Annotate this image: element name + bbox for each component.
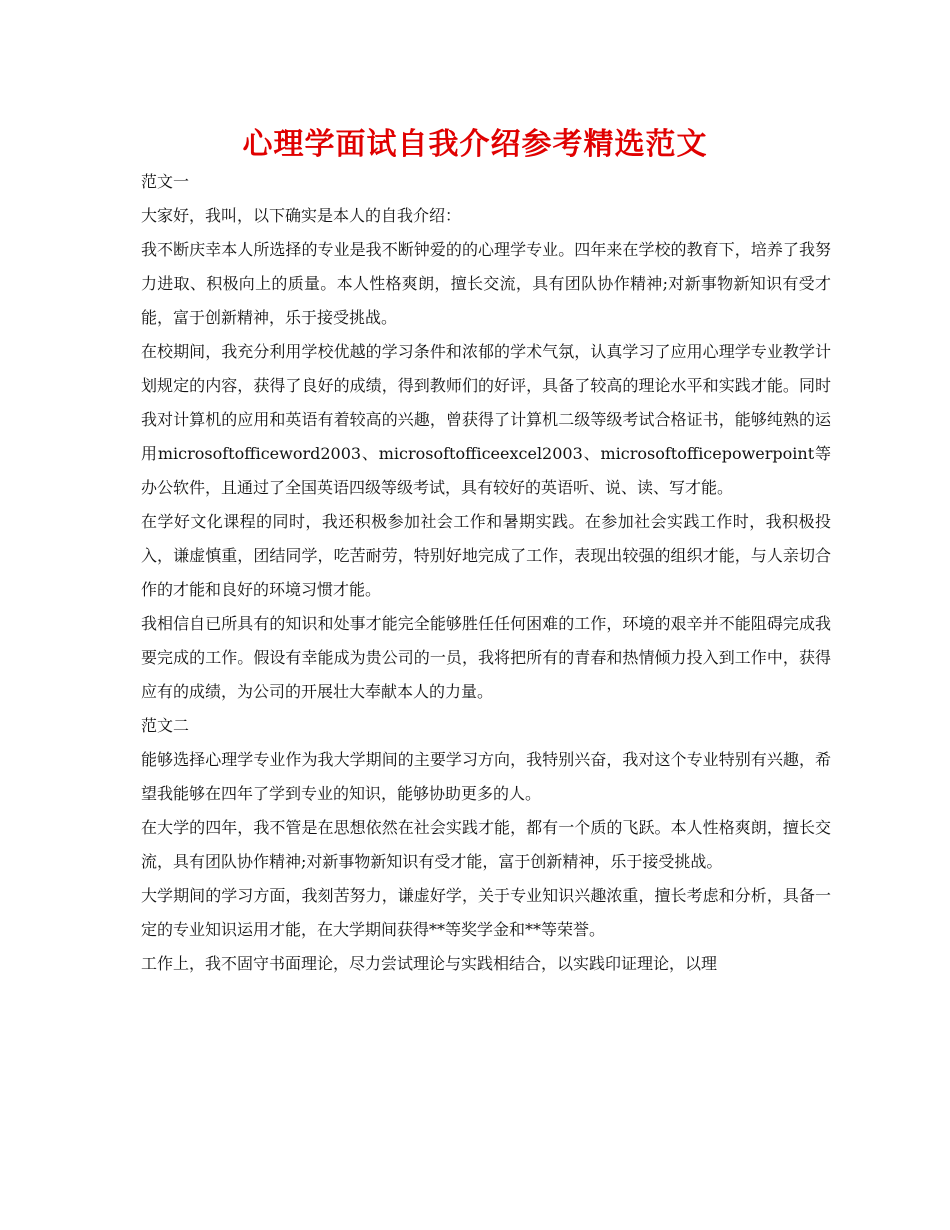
paragraph: 在学好文化课程的同时，我还积极参加社会工作和暑期实践。在参加社会实践工作时，我积极投入，谦虚慎重，团结同学，吃苦耐劳，特别好地完成了工作，表现出较强的组织才能，与人亲切合作的才能和良好的环境习惯才能。 bbox=[141, 512, 831, 599]
document-body bbox=[141, 165, 831, 981]
paragraph: 工作上，我不固守书面理论，尽力尝试理论与实践相结合，以实践印证理论，以理 bbox=[141, 954, 718, 973]
paragraph: 在校期间，我充分利用学校优越的学习条件和浓郁的学术气氛，认真学习了应用心理学专业教学计划规定的内容，获得了良好的成绩，得到教师们的好评，具备了较高的理论水平和实践才能。同时我对计算机的应用和英语有着较高的兴趣，曾获得了计算机二级等级考试合格证书，能够纯熟的运用microsoftofficeword2003、microsoftofficeexcel2003、microsoftofficepowerpoint等办公软件，且通过了全国英语四级等级考试，具有较好的英语听、说、读、写才能。 bbox=[141, 342, 831, 497]
paragraph: 大学期间的学习方面，我刻苦努力，谦虚好学，关于专业知识兴趣浓重，擅长考虑和分析，具备一定的专业知识运用才能，在大学期间获得**等奖学金和**等荣誉。 bbox=[141, 886, 831, 939]
section-heading-2: 范文二 bbox=[141, 716, 190, 735]
paragraph: 大家好，我叫，以下确实是本人的自我介绍： bbox=[141, 206, 462, 225]
paragraph: 我不断庆幸本人所选择的专业是我不断钟爱的的心理学专业。四年来在学校的教育下，培养了我努力进取、积极向上的质量。本人性格爽朗，擅长交流，具有团队协作精神;对新事物新知识有受才能，富于创新精神，乐于接受挑战。 bbox=[141, 240, 831, 327]
paragraph: 能够选择心理学专业作为我大学期间的主要学习方向，我特别兴奋，我对这个专业特别有兴趣，希望我能够在四年了学到专业的知识，能够协助更多的人。 bbox=[141, 750, 831, 803]
section-heading-1: 范文一 bbox=[141, 172, 190, 191]
paragraph: 在大学的四年，我不管是在思想依然在社会实践才能，都有一个质的飞跃。本人性格爽朗，擅长交流，具有团队协作精神;对新事物新知识有受才能，富于创新精神，乐于接受挑战。 bbox=[141, 818, 831, 871]
paragraph: 我相信自已所具有的知识和处事才能完全能够胜任任何困难的工作，环境的艰辛并不能阻碍完成我要完成的工作。假设有幸能成为贵公司的一员，我将把所有的青春和热情倾力投入到工作中，获得应有的成绩，为公司的开展壮大奉献本人的力量。 bbox=[141, 614, 831, 701]
document-title: 心理学面试自我介绍参考精选范文 bbox=[242, 127, 708, 162]
